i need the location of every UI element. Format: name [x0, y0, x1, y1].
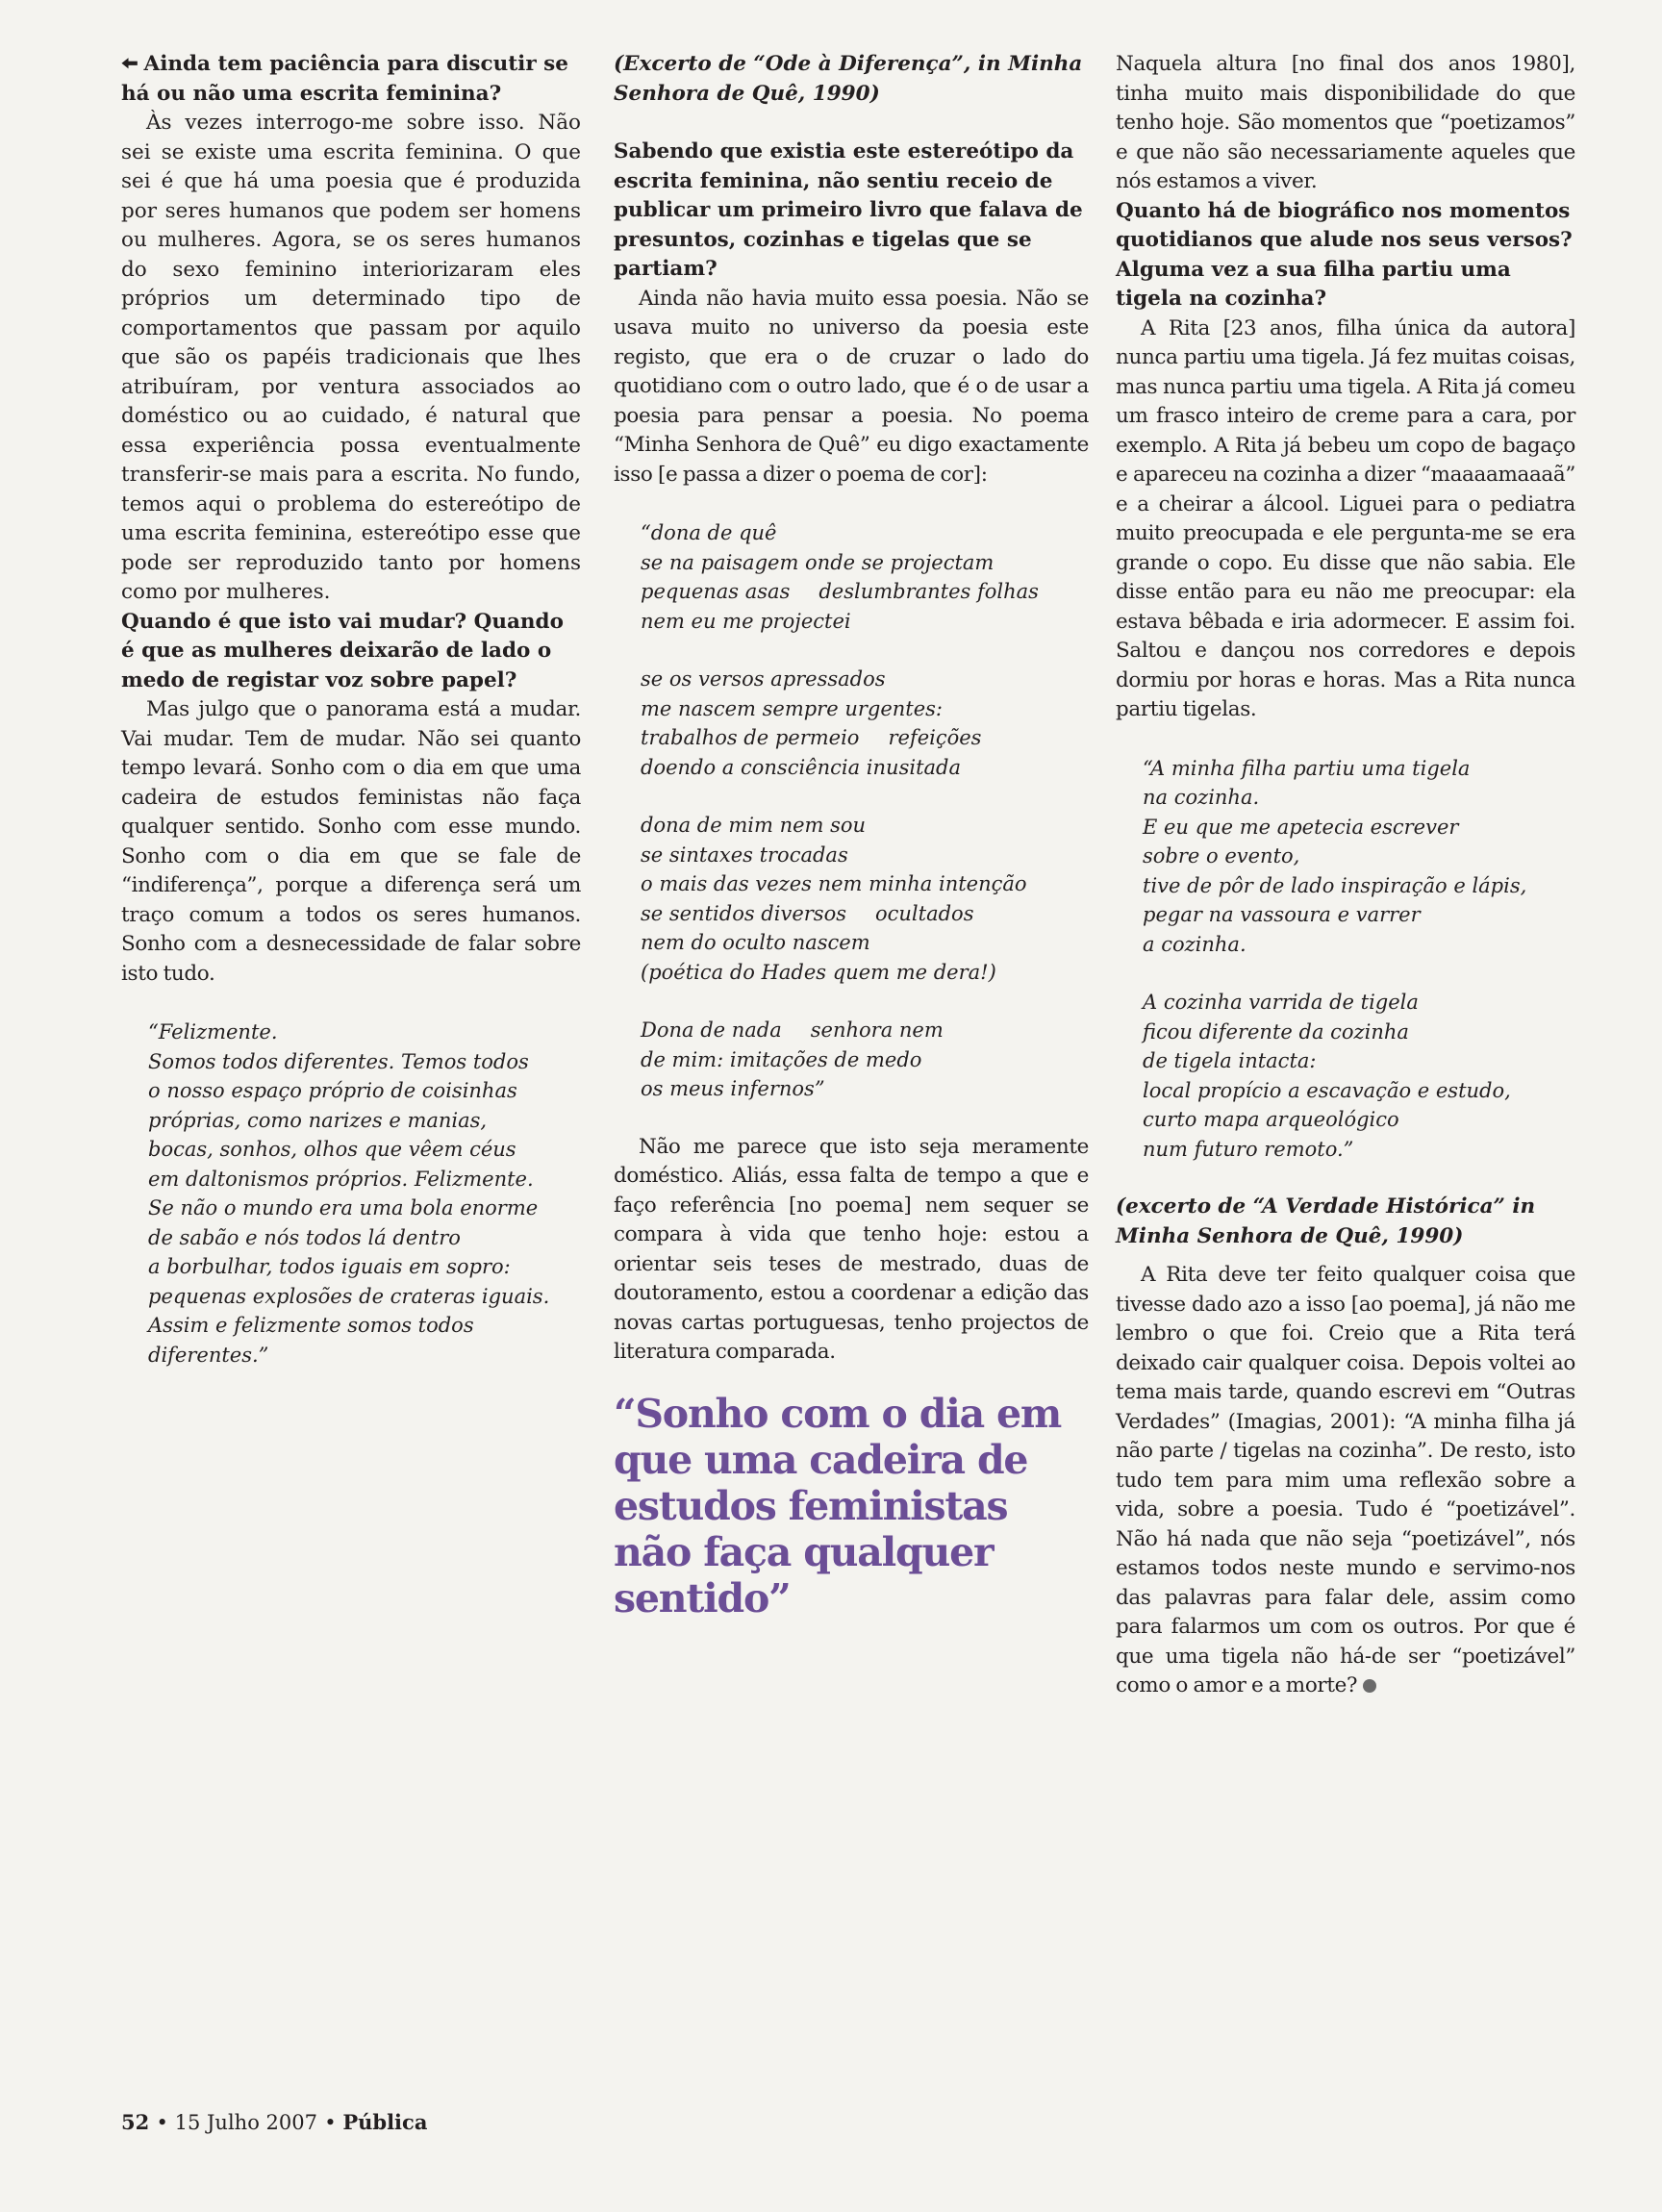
answer-6: A Rita [23 anos, filha única da autora] nunca partiu uma tigela. Já fez muitas coisas, mas nunca partiu uma tigela. A Rita já comeu um frasco inteiro de creme para a cara, por exemplo. A Rita já bebeu um copo de bagaço e apareceu na cozinha a dizer “maaaamaaaã” e a cheirar a álcool. Liguei para o pediatra muito preocupada e ele pergunta-me se era grande o copo. Eu disse que não sabia. Ele disse então para eu não me preocupar: ela estava bêbada e iria adormecer. E assim foi. Saltou e dançou nos corredores e depois dormiu por horas e horas. Mas a Rita nunca partiu tigelas. — [1116, 315, 1575, 721]
poem-line: de tigela intacta: — [1143, 1049, 1317, 1072]
poem-ode-diferenca — [121, 1018, 581, 1370]
answer-7: A Rita deve ter feito qualquer coisa que tivesse dado azo a isso [ao poema], já não me lembro o que foi. Creio que a Rita terá deixado cair qualquer coisa. Depois voltei ao tema mais tarde, quando escrevi em “Outras Verdades” (Imagias, 2001): “A minha filha já não parte / tigelas na cozinha”. De resto, isto tudo tem para mim uma reflexão sobre a vida, sobre a poesia. Tudo é “poetizável”. Não há nada que não seja “poetizável”, nós estamos todos neste mundo e servimo-nos das palavras para falar dele, assim como para falarmos um com os outros. Por que é que uma tigela não há-de ser “poetizável” como o amor e a morte? — [1116, 1263, 1575, 1697]
poem-stanza — [614, 518, 1089, 636]
poem-line: se na paisagem onde se projectam — [641, 550, 995, 574]
question-4: Quanto há de biográfico nos momentos quotidianos que alude nos seus versos? Alguma vez a sua filha partiu uma tigela na cozinha? — [1116, 198, 1573, 311]
poem-line: pegar na vassoura e varrer — [1143, 903, 1421, 926]
poem-verdade-historica — [1116, 754, 1575, 1165]
poem-line: bocas, sonhos, olhos que vêem céus — [148, 1138, 516, 1161]
pull-quote: “Sonho com o dia em que uma cadeira de estudos feministas não faça qualquer sentido” — [614, 1390, 1062, 1621]
poem-line: na cozinha. — [1143, 786, 1260, 809]
poem-line: ficou diferente da cozinha — [1143, 1019, 1409, 1043]
poem-line: o nosso espaço próprio de coisinhas — [148, 1079, 517, 1102]
poem-citation-2: (excerto de “A Verdade Histórica” in Minha Senhora de Quê, 1990) — [1116, 1194, 1536, 1248]
poem-line: num futuro remoto.” — [1143, 1137, 1354, 1161]
poem-line: E eu que me apetecia escrever — [1143, 815, 1459, 839]
poem-line: “A minha filha partiu uma tigela — [1143, 756, 1471, 780]
issue-date: 15 Julho 2007 — [174, 2111, 317, 2134]
poem-line: “dona de quê — [641, 521, 777, 544]
poem-line: se sentidos diversos ocultados — [641, 901, 974, 925]
poem-stanza — [614, 1016, 1089, 1104]
poem-line: de mim: imitações de medo — [641, 1047, 922, 1071]
poem-line: se os versos apressados — [641, 667, 886, 691]
poem-line: me nascem sempre urgentes: — [641, 696, 943, 720]
poem-line: próprias, como narizes e manias, — [148, 1108, 488, 1132]
question-3: Sabendo que existia este estereótipo da escrita feminina, não sentiu receio de publicar um primeiro livro que falava de presuntos, cozinhas e tigelas que se partiam? — [614, 139, 1083, 281]
column-2 — [614, 50, 1089, 1621]
poem-line: em daltonismos próprios. Felizmente. — [148, 1167, 534, 1191]
end-mark-icon — [1363, 1679, 1376, 1693]
poem-line: os meus infernos” — [641, 1077, 825, 1100]
poem-line: a cozinha. — [1143, 932, 1246, 956]
poem-stanza — [614, 665, 1089, 782]
question-1: 🠨 Ainda tem paciência para discutir se há ou não uma escrita feminina? — [121, 52, 568, 106]
poem-line: dona de mim nem sou — [641, 814, 867, 837]
poem-line: local propício a escavação e estudo, — [1143, 1078, 1511, 1102]
page-number: 52 — [121, 2110, 150, 2134]
poem-line: pequenas asas deslumbrantes folhas — [641, 580, 1039, 603]
column-3 — [1116, 50, 1575, 1701]
poem-line: se sintaxes trocadas — [641, 842, 848, 867]
poem-stanza — [1116, 988, 1575, 1164]
poem-minha-senhora — [614, 518, 1089, 1104]
answer-4: Não me parece que isto seja meramente doméstico. Aliás, essa falta de tempo a que e faço referência [no poema] nem sequer se compara à vida que tenho hoje: estou a orientar seis teses de mestrado, duas de doutoramento, estou a coordenar a edição das novas cartas portuguesas, tenho projectos de literatura comparada. — [614, 1134, 1089, 1364]
poem-line: Somos todos diferentes. Temos todos — [148, 1049, 529, 1073]
poem-stanza — [614, 811, 1089, 987]
poem-line: o mais das vezes nem minha intenção — [641, 872, 1027, 895]
poem-line: nem do oculto nascem — [641, 931, 870, 954]
poem-line: nem eu me projectei — [641, 609, 851, 633]
magazine-name: Pública — [342, 2110, 428, 2134]
poem-line: “Felizmente. — [148, 1020, 278, 1043]
poem-line: Se não o mundo era uma bola enorme — [148, 1196, 539, 1219]
answer-5: Naquela altura [no final dos anos 1980], tinha muito mais disponibilidade do que tenho hoje. São momentos que “poetizamos” e que não são necessariamente aqueles que nós estamos a viver. — [1116, 52, 1575, 193]
poem-line: tive de pôr de lado inspiração e lápis, — [1143, 873, 1527, 897]
poem-line: Assim e felizmente somos todos — [148, 1314, 474, 1337]
poem-line: diferentes.” — [148, 1343, 269, 1367]
poem-line: doendo a consciência inusitada — [641, 755, 961, 779]
poem-line: curto mapa arqueológico — [1143, 1108, 1399, 1131]
poem-line: de sabão e nós todos lá dentro — [148, 1225, 461, 1249]
question-2: Quando é que isto vai mudar? Quando é que as mulheres deixarão de lado o medo de registar voz sobre papel? — [121, 609, 564, 692]
poem-line: sobre o evento, — [1143, 844, 1300, 867]
page-footer: 52 • 15 Julho 2007 • Pública — [121, 2110, 428, 2134]
poem-line: (poética do Hades quem me dera!) — [641, 960, 996, 984]
answer-3: Ainda não havia muito essa poesia. Não se usava muito no universo da poesia este registo, que era o de cruzar o lado do quotidiano com o outro lado, que é o de usar a poesia para pensar a poesia. No poema “Minha Senhora de Quê” eu digo exactamente isso [e passa a dizer o poema de cor]: — [614, 286, 1089, 487]
poem-line: pequenas explosões de crateras iguais. — [148, 1284, 550, 1308]
poem-line: A cozinha varrida de tigela — [1143, 991, 1419, 1014]
poem-line: Dona de nada senhora nem — [641, 1018, 944, 1042]
poem-line: trabalhos de permeio refeições — [641, 726, 982, 749]
poem-stanza — [1116, 754, 1575, 960]
column-1 — [121, 50, 581, 1370]
answer-1: Às vezes interrogo-me sobre isso. Não sei se existe uma escrita feminina. O que sei é que há uma poesia que é produzida por seres humanos que podem ser homens ou mulheres. Agora, se os seres humanos do sexo feminino interiorizaram eles próprios um determinado tipo de comportamentos que passam por aquilo que são os papéis tradicionais que lhes atribuíram, por ventura associados ao doméstico ou ao cuidado, é natural que essa experiência possa eventualmente transferir-se mais para a escrita. No fundo, temos aqui o problema do estereótipo de uma escrita feminina, estereótipo esse que pode ser reproduzido tanto por homens como por mulheres. — [121, 111, 581, 604]
poem-citation-1: (Excerto de “Ode à Diferença”, in Minha Senhora de Quê, 1990) — [614, 52, 1083, 106]
poem-line: a borbulhar, todos iguais em sopro: — [148, 1255, 511, 1278]
answer-2: Mas julgo que o panorama está a mudar. Vai mudar. Tem de mudar. Não sei quanto tempo levará. Sonho com o dia em que uma cadeira de estudos feministas não faça qualquer sentido. Sonho com esse mundo. Sonho com o dia em que se fale de “indiferença”, porque a diferença será um traço comum a todos os seres humanos. Sonho com a desnecessidade de falar sobre isto tudo. — [121, 697, 581, 986]
arrow-left-icon: 🠨 — [121, 52, 138, 76]
